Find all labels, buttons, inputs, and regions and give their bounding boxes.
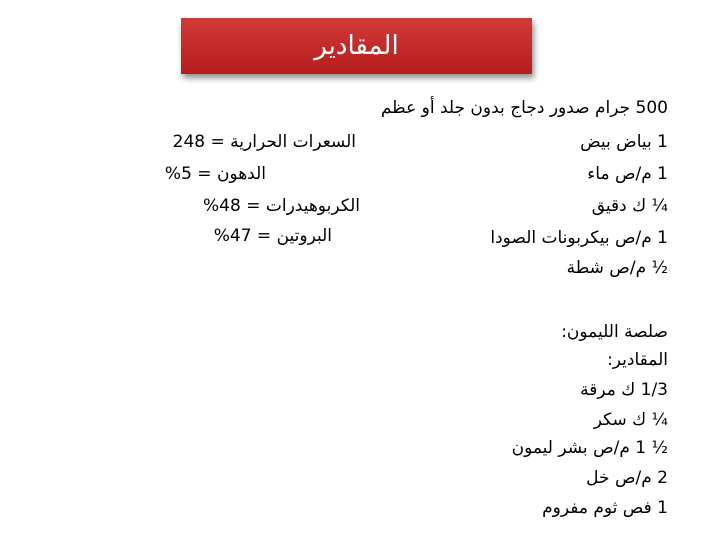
nutrition-protein: البروتين = 47%: [213, 226, 332, 246]
sauce-item: ¼ ك سكر: [593, 410, 668, 430]
ingredient-line: ½ م/ص شطة: [566, 258, 668, 278]
ingredient-line: 500 جرام صدور دجاج بدون جلد أو عظم: [380, 98, 668, 118]
nutrition-carbs: الكربوهيدرات = 48%: [203, 196, 360, 216]
ingredient-line: ¼ ك دقيق: [591, 196, 668, 216]
ingredient-line: 1 م/ص ماء: [587, 164, 668, 184]
sauce-item: ½ 1 م/ص بشر ليمون: [511, 438, 668, 458]
title-banner: [181, 18, 532, 74]
ingredient-line: 1 م/ص بيكربونات الصودا: [490, 228, 668, 248]
nutrition-fat: الدهون = 5%: [164, 164, 266, 184]
page-title: المقادير: [314, 31, 399, 61]
nutrition-calories: السعرات الحرارية = 248: [172, 132, 356, 152]
ingredient-line: 1 بياض بيض: [580, 132, 668, 152]
sauce-item: 1 فص ثوم مفروم: [542, 498, 668, 518]
sauce-subheading: المقادير:: [607, 350, 668, 370]
sauce-heading: صلصة الليمون:: [561, 322, 668, 342]
sauce-item: 2 م/ص خل: [586, 468, 668, 488]
sauce-item: 1/3 ك مرقة: [580, 380, 668, 400]
